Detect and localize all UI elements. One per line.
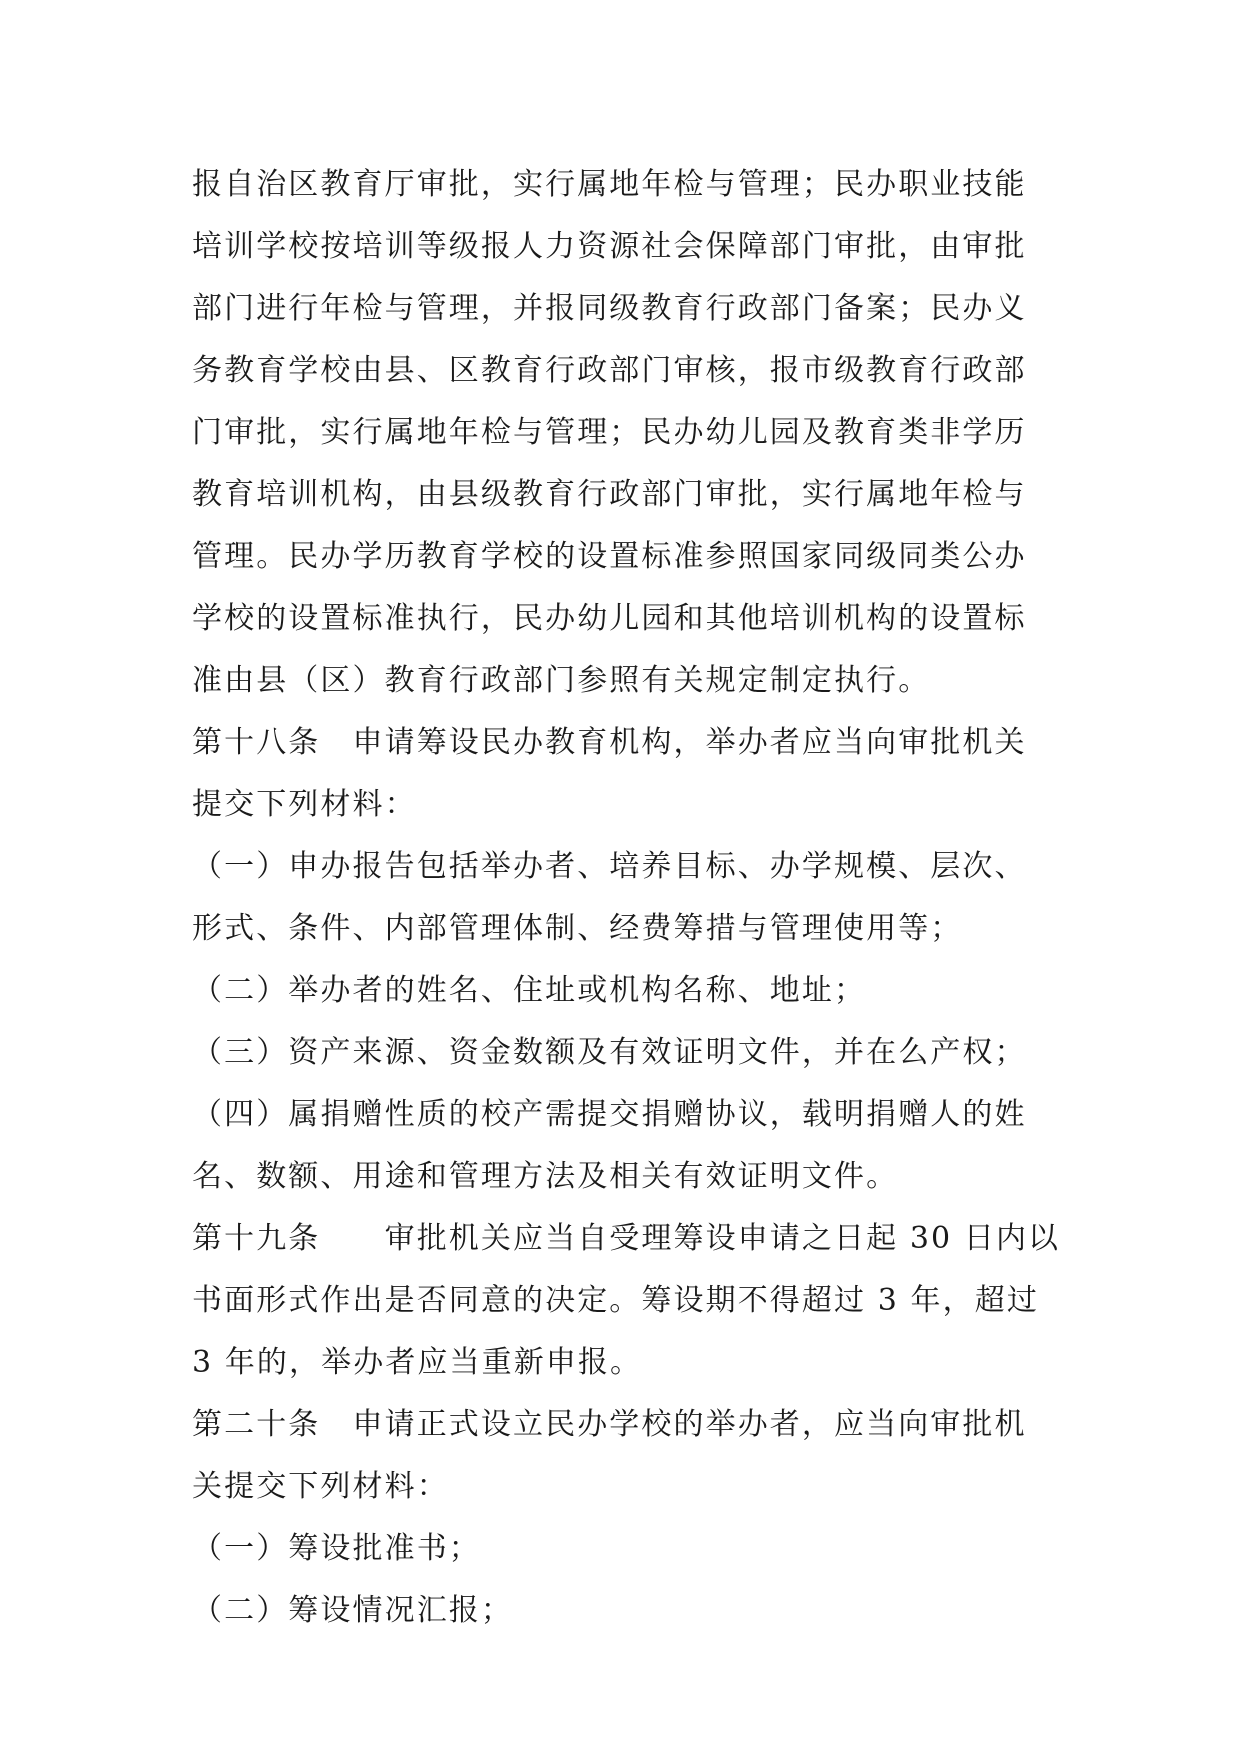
- text-line: 培训学校按培训等级报人力资源社会保障部门审批，由审批: [192, 229, 1027, 264]
- list-item-line: （三）资产来源、资金数额及有效证明文件，并在么产权；: [192, 1035, 1027, 1070]
- text-line: 提交下列材料：: [192, 787, 417, 822]
- list-item-line: （四）属捐赠性质的校产需提交捐赠协议，载明捐赠人的姓: [192, 1097, 1027, 1132]
- list-item-line: （二）举办者的姓名、住址或机构名称、地址；: [192, 973, 867, 1008]
- article-heading-line: 第二十条 申请正式设立民办学校的举办者，应当向审批机: [192, 1407, 1027, 1442]
- text-line: 学校的设置标准执行，民办幼儿园和其他培训机构的设置标: [192, 601, 1027, 636]
- text-line: 名、数额、用途和管理方法及相关有效证明文件。: [192, 1159, 899, 1194]
- article-heading-line: 第十九条 审批机关应当自受理筹设申请之日起 30 日内以: [192, 1221, 1061, 1256]
- text-line: 关提交下列材料：: [192, 1469, 449, 1504]
- article-heading-line: 第十八条 申请筹设民办教育机构，举办者应当向审批机关: [192, 725, 1027, 760]
- text-line: 书面形式作出是否同意的决定。筹设期不得超过 3 年，超过: [192, 1283, 1039, 1318]
- text-line: 务教育学校由县、区教育行政部门审核，报市级教育行政部: [192, 353, 1027, 388]
- text-line: 形式、条件、内部管理体制、经费筹措与管理使用等；: [192, 911, 963, 946]
- text-line: 报自治区教育厅审批，实行属地年检与管理；民办职业技能: [192, 167, 1027, 202]
- list-item-line: （二）筹设情况汇报；: [192, 1593, 513, 1628]
- list-item-line: （一）筹设批准书；: [192, 1531, 481, 1566]
- text-line: 部门进行年检与管理，并报同级教育行政部门备案；民办义: [192, 291, 1027, 326]
- text-line: 门审批，实行属地年检与管理；民办幼儿园及教育类非学历: [192, 415, 1027, 450]
- list-item-line: （一）申办报告包括举办者、培养目标、办学规模、层次、: [192, 849, 1027, 884]
- text-line: 教育培训机构，由县级教育行政部门审批，实行属地年检与: [192, 477, 1027, 512]
- text-line: 管理。民办学历教育学校的设置标准参照国家同级同类公办: [192, 539, 1027, 574]
- text-line: 3 年的，举办者应当重新申报。: [192, 1345, 643, 1380]
- text-line: 准由县（区）教育行政部门参照有关规定制定执行。: [192, 663, 931, 698]
